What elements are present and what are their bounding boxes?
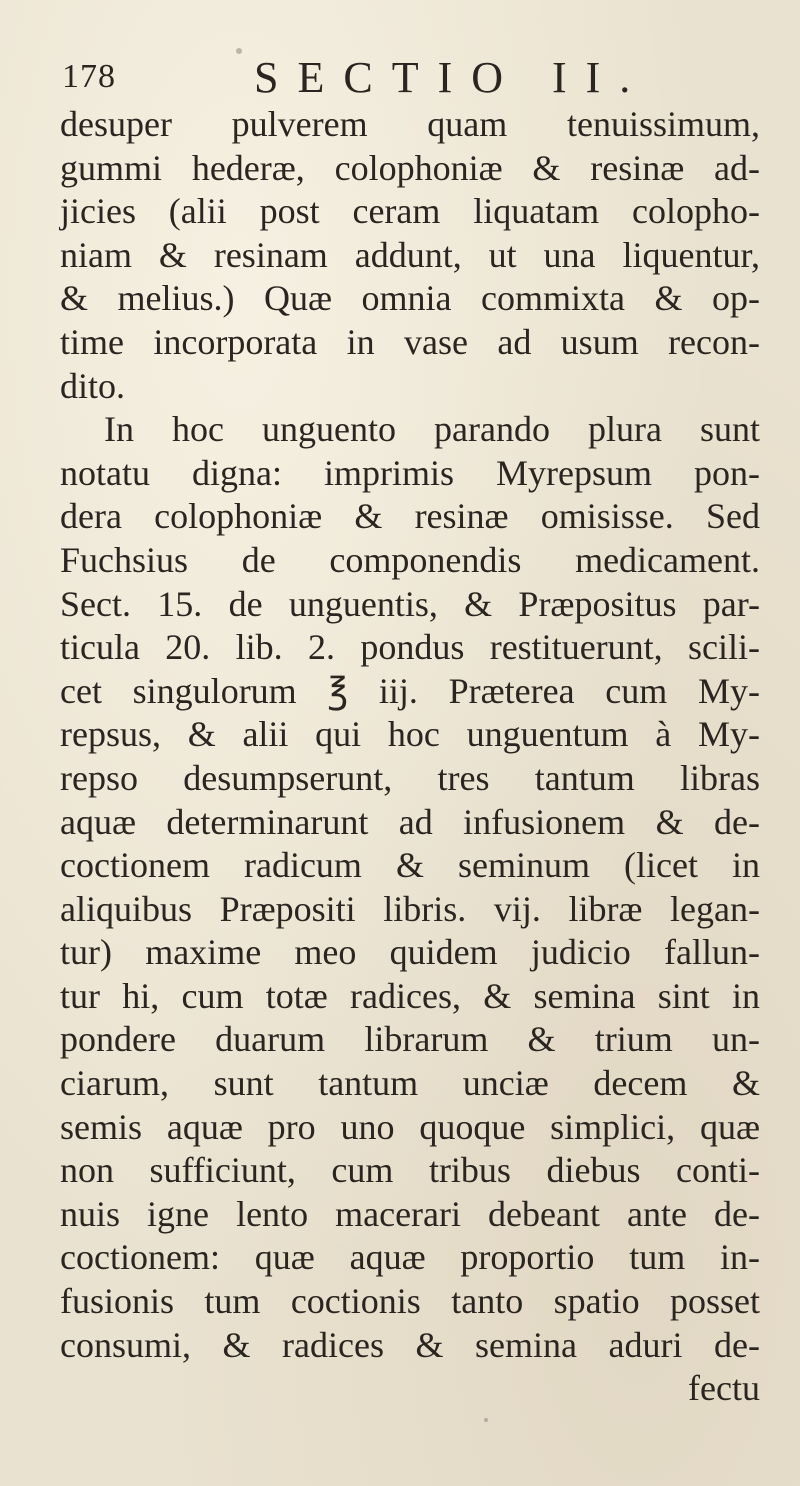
page-number: 178 [62, 58, 116, 95]
text-line: Fuchsius de componendis medicament. [60, 539, 760, 580]
text-line: dito. [60, 365, 126, 406]
text-line: pondere duarum librarum & trium un- [60, 1019, 760, 1060]
text-line: fusionis tum coctionis tanto spatio posset [60, 1281, 760, 1322]
text-line: time incorporata in vase ad usum recon- [60, 321, 760, 362]
text-line: & melius.) Quæ omnia commixta & op- [60, 278, 760, 319]
text-line: niam & resinam addunt, ut una liquentur, [60, 234, 760, 275]
text-line: jicies (alii post ceram liquatam colopho- [60, 191, 760, 232]
text-line: ticula 20. lib. 2. pondus restituerunt, scili- [60, 627, 760, 668]
text-line: gummi hederæ, colophoniæ & resinæ ad- [60, 147, 760, 188]
catchword: fectu [688, 1368, 760, 1409]
text-line: ciarum, sunt tantum unciæ decem & [60, 1063, 760, 1104]
section-title: SECTIO II. [254, 53, 650, 102]
text-line: desuper pulverem quam tenuissimum, [60, 104, 760, 144]
text-line: Sect. 15. de unguentis, & Præpositus par- [60, 583, 760, 624]
text-line: cet singulorum ℥ iij. Præterea cum My- [60, 670, 760, 711]
text-line: coctionem: quæ aquæ proportio tum in- [60, 1237, 760, 1278]
body-text [60, 103, 760, 1411]
paragraph-start-line: In hoc unguento parando plura sunt [104, 409, 760, 450]
text-line: dera colophoniæ & resinæ omisisse. Sed [60, 496, 760, 537]
text-line: tur) maxime meo quidem judicio fallun- [60, 932, 760, 973]
text-line: consumi, & radices & semina aduri de- [60, 1324, 760, 1365]
text-line: non sufficiunt, cum tribus diebus conti- [60, 1150, 760, 1191]
ink-speck [236, 48, 242, 54]
text-line: repso desumpserunt, tres tantum libras [60, 757, 760, 798]
page-header [62, 52, 752, 102]
text-line: aquæ determinarunt ad infusionem & de- [60, 801, 760, 842]
text-line: repsus, & alii qui hoc unguentum à My- [60, 714, 760, 755]
text-line: coctionem radicum & seminum (licet in [60, 845, 760, 886]
ink-speck [484, 1418, 488, 1422]
text-line: aliquibus Præpositi libris. vij. libræ legan- [60, 888, 760, 929]
text-line: semis aquæ pro uno quoque simplici, quæ [60, 1106, 760, 1147]
text-line: notatu digna: imprimis Myrepsum pon- [60, 452, 760, 493]
text-line: nuis igne lento macerari debeant ante de- [60, 1193, 760, 1234]
text-line: tur hi, cum totæ radices, & semina sint in [60, 975, 760, 1016]
